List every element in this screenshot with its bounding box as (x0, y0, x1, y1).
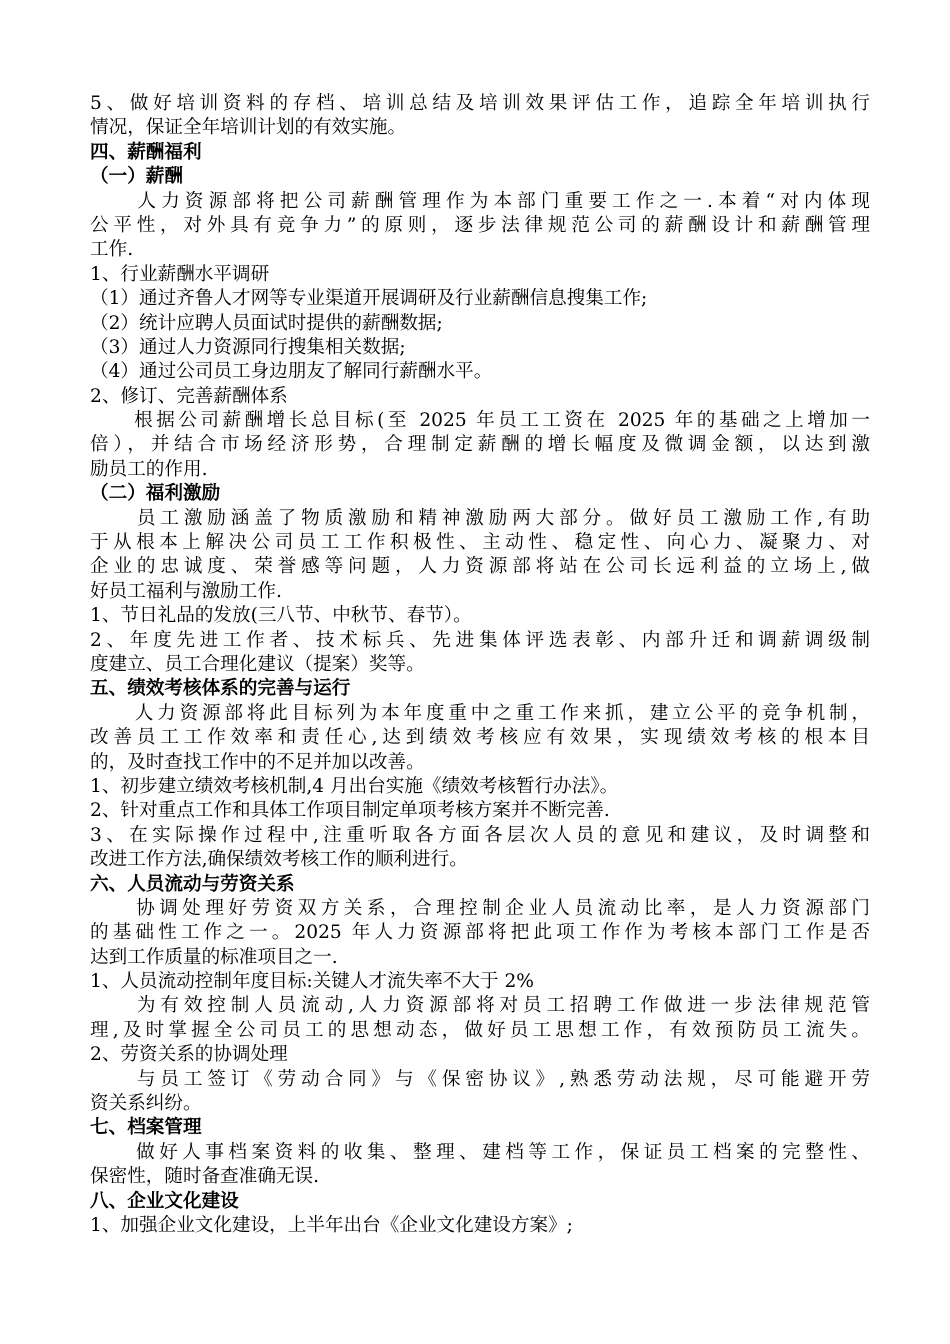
text-line: 1、人员流动控制年度目标:关键人才流失率不大于 2% (90, 971, 534, 993)
text-line: 1、行业薪酬水平调研 (90, 263, 270, 285)
section-heading: 四、薪酬福利 (90, 141, 202, 163)
text-line: 与员工签订《劳动合同》与《保密协议》,熟悉劳动法规，尽可能避开劳 (90, 1068, 870, 1090)
text-line: 2、年度先进工作者、技术标兵、先进集体评选表彰、内部升迁和调薪调级制 (90, 629, 870, 651)
text-line: 协调处理好劳资双方关系，合理控制企业人员流动比率，是人力资源部门 (90, 897, 870, 919)
text-line: 的基础性工作之一。2025 年人力资源部将把此项工作作为考核本部门工作是否 (90, 922, 870, 944)
text-line: 达到工作质量的标准项目之一. (90, 946, 338, 968)
text-line: （2）统计应聘人员面试时提供的薪酬数据; (90, 312, 443, 334)
text-line: 于从根本上解决公司员工工作积极性、主动性、稳定性、向心力、凝聚力、对 (90, 532, 870, 554)
section-heading: 七、档案管理 (90, 1117, 202, 1139)
text-line: 为有效控制人员流动,人力资源部将对员工招聘工作做进一步法律规范管 (90, 995, 870, 1017)
text-line: 改善员工工作效率和责任心,达到绩效考核应有效果，实现绩效考核的根本目 (90, 727, 870, 749)
text-line: 资关系纠纷。 (90, 1093, 202, 1115)
text-line: 2、针对重点工作和具体工作项目制定单项考核方案并不断完善. (90, 800, 610, 822)
text-line: 公平性，对外具有竞争力”的原则，逐步法律规范公司的薪酬设计和薪酬管理 (90, 214, 870, 236)
text-line: 1、初步建立绩效考核机制,4 月出台实施《绩效考核暂行办法》。 (90, 775, 619, 797)
text-line: （4）通过公司员工身边朋友了解同行薪酬水平。 (90, 361, 493, 383)
section-heading: （一）薪酬 (90, 166, 183, 188)
text-line: 5、做好培训资料的存档、培训总结及培训效果评估工作，追踪全年培训执行 (90, 93, 870, 114)
text-line: 1、加强企业文化建设，上半年出台《企业文化建设方案》; (90, 1214, 573, 1236)
text-line: 改进工作方法,确保绩效考核工作的顺利进行。 (90, 849, 468, 871)
text-line: 人力资源部将把公司薪酬管理作为本部门重要工作之一.本着“对内体现 (90, 190, 870, 212)
text-line: （1）通过齐鲁人才网等专业渠道开展调研及行业薪酬信息搜集工作; (90, 288, 648, 310)
text-line: 人力资源部将此目标列为本年度重中之重工作来抓，建立公平的竞争机制， (90, 702, 870, 724)
text-line: 根据公司薪酬增长总目标(至 2025 年员工工资在 2025 年的基础之上增加一 (90, 410, 870, 432)
document-page (90, 92, 870, 1238)
text-line: （3）通过人力资源同行搜集相关数据; (90, 336, 406, 358)
text-line: 倍），并结合市场经济形势，合理制定薪酬的增长幅度及微调金额，以达到激 (90, 434, 870, 456)
text-line: 理,及时掌握全公司员工的思想动态，做好员工思想工作，有效预防员工流失。 (90, 1019, 870, 1041)
section-heading: 五、绩效考核体系的完善与运行 (90, 678, 351, 700)
text-line: 企业的忠诚度、荣誉感等问题，人力资源部将站在公司长远利益的立场上,做 (90, 556, 870, 578)
text-line: 2、修订、完善薪酬体系 (90, 385, 288, 407)
text-line: 3、在实际操作过程中,注重听取各方面各层次人员的意见和建议，及时调整和 (90, 824, 870, 846)
text-line: 好员工福利与激励工作. (90, 580, 282, 602)
text-line: 励员工的作用. (90, 458, 208, 480)
section-heading: （二）福利激励 (90, 483, 221, 505)
text-line: 1、节日礼品的发放(三八节、中秋节、春节）。 (90, 605, 472, 627)
text-line: 员工激励涵盖了物质激励和精神激励两大部分。做好员工激励工作,有助 (90, 507, 870, 529)
text-line: 工作. (90, 239, 134, 261)
text-line: 的，及时查找工作中的不足并加以改善。 (90, 751, 425, 773)
text-line: 情况，保证全年培训计划的有效实施。 (90, 117, 407, 139)
text-line: 度建立、员工合理化建议（提案）奖等。 (90, 653, 425, 675)
text-line: 做好人事档案资料的收集、整理、建档等工作，保证员工档案的完整性、 (90, 1141, 870, 1163)
section-heading: 六、人员流动与劳资关系 (90, 873, 295, 895)
text-line: 保密性，随时备查准确无误. (90, 1166, 320, 1188)
section-heading: 八、企业文化建设 (90, 1190, 239, 1212)
text-line: 2、劳资关系的协调处理 (90, 1044, 288, 1066)
